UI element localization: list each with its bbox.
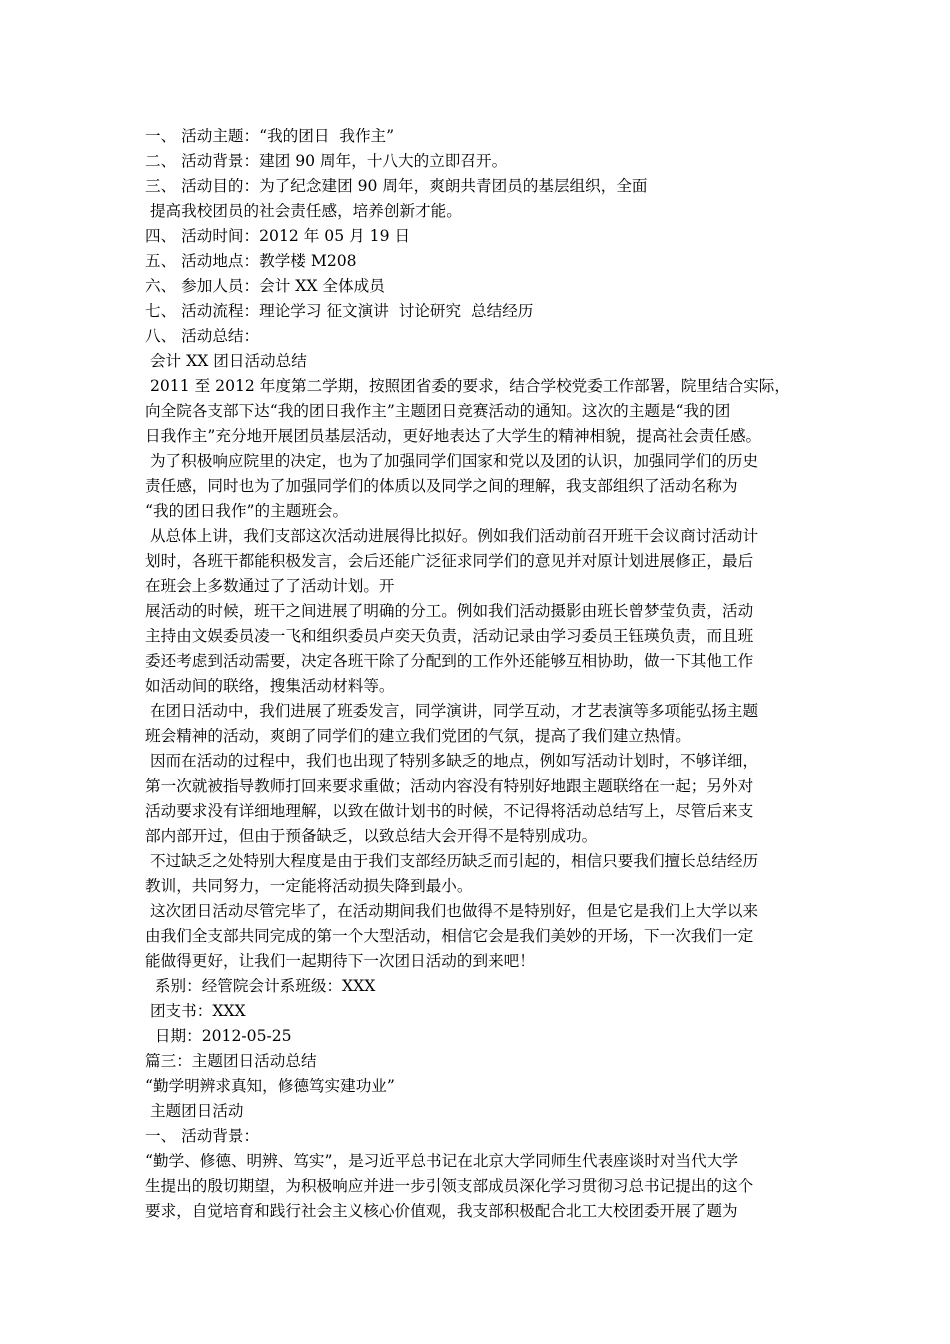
outline-purpose-cont: 提高我校团员的社会责任感，培养创新才能。 xyxy=(145,202,462,220)
body-line: 要求，自觉培育和践行社会主义核心价值观，我支部积极配合北工大校团委开展了题为 xyxy=(145,1202,738,1220)
summary-title: 会计 XX 团日活动总结 xyxy=(145,352,307,370)
body-line: 责任感，同时也为了加强同学们的体质以及同学之间的理解，我支部组织了活动名称为 xyxy=(145,477,738,495)
department-class: 系别：经管院会计系班级：XXX xyxy=(145,977,376,995)
body-line: 主持由文娱委员凌一飞和组织委员卢奕天负责，活动记录由学习委员王钰瑛负责，而且班 xyxy=(145,627,754,645)
body-line: 第一次就被指导教师打回来要求重做；活动内容没有特别好地跟主题联络在一起；另外对 xyxy=(145,777,754,795)
body-line: 班会精神的活动，爽朗了同学们的建立我们党团的气氛，提高了我们建立热情。 xyxy=(145,727,691,745)
signoff-block xyxy=(145,974,815,1049)
body-line: 划时，各班干都能积极发言，会后还能广泛征求同学们的意见并对原计划进展修正，最后 xyxy=(145,552,754,570)
body-line: “勤学、修德、明辨、笃实”，是习近平总书记在北京大学同师生代表座谈时对当代大学 xyxy=(145,1152,738,1170)
body-line: 不过缺乏之处特别大程度是由于我们支部经历缺乏而引起的，相信只要我们擅长总结经历 xyxy=(145,852,759,870)
section-three-title: 篇三：主题团日活动总结 xyxy=(145,1052,317,1070)
outline-theme: 一、 活动主题：“我的团日 我作主” xyxy=(145,127,395,145)
outline-summary-heading: 八、 活动总结： xyxy=(145,327,260,345)
branch-secretary: 团支书：XXX xyxy=(145,1002,246,1020)
summary-body xyxy=(145,374,815,974)
body-line: “我的团日我作”的主题班会。 xyxy=(145,502,349,520)
body-line: 教训，共同努力，一定能将活动损失降到最小。 xyxy=(145,877,473,895)
body-line: 因而在活动的过程中，我们也出现了特别多缺乏的地点，例如写活动计划时，不够详细， xyxy=(145,752,759,770)
body-line: 展活动的时候，班干之间进展了明确的分工。例如我们活动摄影由班长曾梦莹负责，活动 xyxy=(145,602,754,620)
date-line: 日期：2012-05-25 xyxy=(145,1027,292,1045)
outline-section xyxy=(145,124,815,374)
outline-time: 四、 活动时间：2012 年 05 月 19 日 xyxy=(145,227,411,245)
outline-purpose: 三、 活动目的：为了纪念建团 90 周年，爽朗共青团员的基层组织，全面 xyxy=(145,177,648,195)
body-line: 向全院各支部下达“我的团日我作主”主题团日竞赛活动的通知。这次的主题是“我的团 xyxy=(145,402,731,420)
body-line: 生提出的殷切期望，为积极响应并进一步引领支部成员深化学习贯彻习总书记提出的这个 xyxy=(145,1177,754,1195)
body-line: 在团日活动中，我们进展了班委发言，同学演讲，同学互动，才艺表演等多项能弘扬主题 xyxy=(145,702,759,720)
document-page xyxy=(145,124,815,1224)
outline-background: 二、 活动背景：建团 90 周年，十八大的立即召开。 xyxy=(145,152,508,170)
body-line: 日我作主”充分地开展团员基层活动，更好地表达了大学生的精神相貌，提高社会责任感。 xyxy=(145,427,762,445)
body-line: 这次团日活动尽管完毕了，在活动期间我们也做得不是特别好，但是它是我们上大学以来 xyxy=(145,902,759,920)
section-three xyxy=(145,1049,815,1224)
body-line: 从总体上讲，我们支部这次活动进展得比拟好。例如我们活动前召开班干会议商讨活动计 xyxy=(145,527,759,545)
section-three-heading: 一、 活动背景： xyxy=(145,1127,260,1145)
body-line: 如活动间的联络，搜集活动材料等。 xyxy=(145,677,395,695)
body-line: 能做得更好，让我们一起期待下一次团日活动的到来吧！ xyxy=(145,952,535,970)
section-three-motto: “勤学明辨求真知，修德笃实建功业” xyxy=(145,1077,395,1095)
body-line: 为了积极响应院里的决定，也为了加强同学们国家和党以及团的认识，加强同学们的历史 xyxy=(145,452,759,470)
body-line: 部内部开过，但由于预备缺乏，以致总结大会开得不是特别成功。 xyxy=(145,827,598,845)
outline-participants: 六、 参加人员：会计 XX 全体成员 xyxy=(145,277,385,295)
outline-process: 七、 活动流程：理论学习 征文演讲 讨论研究 总结经历 xyxy=(145,302,534,320)
body-line: 由我们全支部共同完成的第一个大型活动，相信它会是我们美妙的开场，下一次我们一定 xyxy=(145,927,754,945)
section-three-subtitle: 主题团日活动 xyxy=(145,1102,244,1120)
body-line: 委还考虑到活动需要，决定各班干除了分配到的工作外还能够互相协助，做一下其他工作 xyxy=(145,652,754,670)
outline-location: 五、 活动地点：教学楼 M208 xyxy=(145,252,357,270)
body-line: 活动要求没有详细地理解，以致在做计划书的时候，不记得将活动总结写上，尽管后来支 xyxy=(145,802,754,820)
body-line: 在班会上多数通过了了活动计划。开 xyxy=(145,577,395,595)
body-line: 2011 至 2012 年度第二学期，按照团省委的要求，结合学校党委工作部署，院里结合实际， xyxy=(145,377,790,395)
